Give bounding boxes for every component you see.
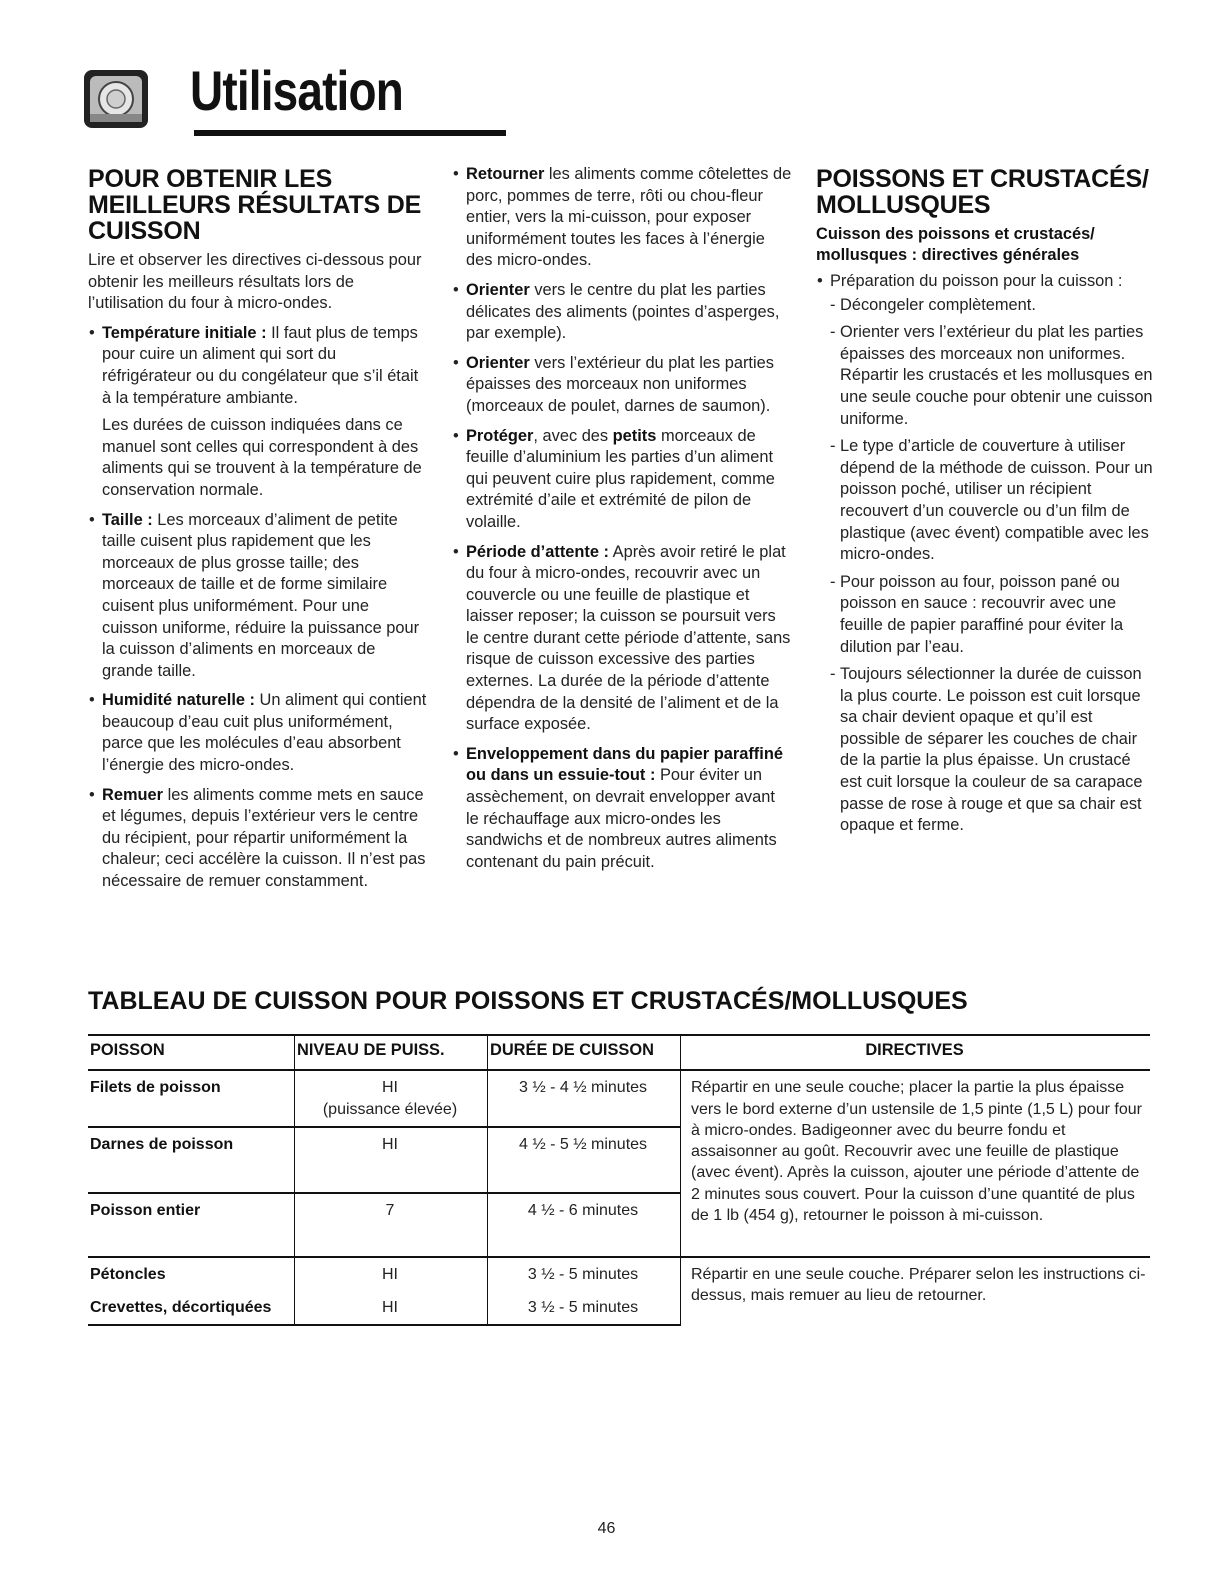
tip-text: Il faut plus de temps pour cuire un aliment qui sort du réfrigérateur ou du congélateur que s’il était à la température ambiante.: [102, 323, 419, 407]
cooking-table: [88, 1034, 1150, 1326]
row-name: Filets de poisson: [90, 1079, 221, 1097]
table-header-row: [88, 1035, 1150, 1070]
section-subtitle-fish: Cuisson des poissons et crustacés/ mollusques : directives générales: [816, 225, 1095, 264]
tip-lead: Protéger: [466, 426, 534, 445]
tip-lead: Humidité naturelle :: [102, 691, 255, 710]
row-name: Darnes de poisson: [88, 1127, 295, 1193]
list-item: [88, 690, 428, 776]
header-poisson: POISSON: [88, 1035, 295, 1070]
page-title: Utilisation: [190, 59, 403, 122]
tip-lead: Orienter: [466, 353, 530, 372]
section-title-fish: POISSONS ET CRUSTACÉS/ MOLLUSQUES: [816, 165, 1149, 219]
row-time: 3 ½ - 5 minutes: [488, 1291, 681, 1325]
tip-text: Les morceaux d’aliment de petite taille cuisent plus rapidement que les morceaux de plus grosse taille; des morceaux de taille et de forme similaire cuisent plus uniformément. Pour une cuisson uniforme, réduire la puissance pour la cuisson d’aliments en morceaux de grande taille.: [102, 510, 420, 680]
list-item: [452, 744, 792, 874]
list-item: [452, 164, 792, 272]
tip-text: les aliments comme mets en sauce et légumes, depuis l’extérieur vers le centre du récipient, pour répartir uniformément la chaleur; ceci accélère la cuisson. Il n’est pas nécessaire de remuer constamment.: [102, 785, 426, 891]
prep-step: - Le type d’article de couverture à utiliser dépend de la méthode de cuisson. Pour un poisson poché, utiliser un récipient recouvert d’un couvercle ou d’un film de plastique (avec évent) compatible avec les micro-ondes.: [816, 436, 1156, 566]
tip-lead: Température initiale :: [102, 323, 267, 342]
row-name: Pétoncles: [88, 1257, 295, 1291]
column-results: [88, 166, 428, 901]
tip-lead-b: petits: [612, 426, 657, 445]
row-time: 3 ½ - 5 minutes: [488, 1257, 681, 1291]
power-note: (puissance élevée): [322, 1100, 458, 1118]
column-fish: [816, 166, 1156, 845]
header-directives: DIRECTIVES: [681, 1035, 1151, 1070]
tips-list-2: [452, 164, 792, 873]
row-time: 4 ½ - 5 ½ minutes: [488, 1127, 681, 1193]
tip-text: vers le centre du plat les parties délicates des aliments (pointes d’asperges, par exemple).: [466, 280, 780, 343]
tip-text: Après avoir retiré le plat du four à micro-ondes, recouvrir avec un couvercle ou une feuille de plastique et laisser reposer; la cuisson se poursuit vers le centre durant cette période d’attente, sans risque de cuisson excessive des parties externes. La durée de la période d’attente dépendra de la densité de l’aliment et de la surface exposée.: [466, 542, 791, 734]
table-title: TABLEAU DE CUISSON POUR POISSONS ET CRUSTACÉS/MOLLUSQUES: [88, 987, 968, 1015]
row-name: Crevettes, décortiquées: [88, 1291, 295, 1325]
table-row: [88, 1070, 1150, 1127]
tip-text: Un aliment qui contient beaucoup d’eau cuit plus uniformément, parce que les molécules d’eau absorbent l’énergie des micro-ondes.: [102, 691, 427, 775]
list-item: [88, 323, 428, 502]
tip-lead: Retourner: [466, 165, 545, 183]
microwave-icon: [82, 64, 152, 134]
list-item: [452, 280, 792, 345]
list-item: [816, 271, 1156, 837]
power-value: HI: [382, 1079, 398, 1097]
prep-step: - Pour poisson au four, poisson pané ou poisson en sauce : recouvrir avec une feuille de papier paraffiné pour éviter la dilution par l’eau.: [816, 572, 1156, 658]
tips-list: [88, 323, 428, 893]
row-directives: Répartir en une seule couche. Préparer selon les instructions ci-dessus, mais remuer au lieu de retourner.: [681, 1257, 1151, 1326]
row-power: HI: [295, 1257, 488, 1291]
prep-step: - Décongeler complètement.: [816, 295, 1156, 317]
row-time: 4 ½ - 6 minutes: [488, 1193, 681, 1257]
header-duree: DURÉE DE CUISSON: [488, 1035, 681, 1070]
header-niveau: NIVEAU DE PUISS.: [295, 1035, 488, 1070]
row-name: Poisson entier: [88, 1193, 295, 1257]
list-item: [452, 353, 792, 418]
page-header: [82, 58, 442, 138]
row-power: HI: [295, 1127, 488, 1193]
tip-lead: Enveloppement dans du papier paraffiné ou dans un essuie-tout :: [466, 744, 783, 785]
list-item: [88, 785, 428, 893]
prep-step: - Orienter vers l’extérieur du plat les parties épaisses des morceaux non uniformes. Répartir les crustacés et les mollusques en une seule couche pour obtenir une cuisson uniforme.: [816, 322, 1156, 430]
list-item: [88, 510, 428, 683]
row-power: [295, 1070, 488, 1127]
column-tips: [452, 164, 792, 881]
prep-list: [816, 271, 1156, 837]
prep-steps: [816, 295, 1156, 837]
tip-text: vers l’extérieur du plat les parties épaisses des morceaux non uniformes (morceaux de poulet, darnes de saumon).: [466, 353, 774, 415]
tip-text: , avec des: [533, 426, 613, 445]
tip-lead: Taille :: [102, 510, 153, 529]
list-item: [452, 426, 792, 534]
intro-text: Lire et observer les directives ci-dessous pour obtenir les meilleurs résultats lors de l’utilisation du four à micro-ondes.: [88, 251, 422, 313]
row-directives: Répartir en une seule couche; placer la partie la plus épaisse vers le bord externe d’un ustensile de 1,5 pinte (1,5 L) pour four à micro-ondes. Badigeonner avec du beurre fondu et assaisonner au goût. Recouvrir avec une feuille de plastique (avec évent). Après la cuisson, ajouter une période d’attente de 2 minutes sous couvert. Pour la cuisson d’une quantité de plus de 1 lb (454 g), retourner le poisson à mi-cuisson.: [681, 1070, 1151, 1257]
title-underline: [194, 130, 506, 136]
row-power: HI: [295, 1291, 488, 1325]
row-time: 3 ½ - 4 ½ minutes: [488, 1070, 681, 1127]
prep-text: Préparation du poisson pour la cuisson :: [830, 272, 1123, 290]
tip-text: Pour éviter un assèchement, on devrait envelopper avant le réchauffage aux micro-ondes les sandwichs et de nombreux autres aliments contenant du pain précuit.: [466, 766, 777, 871]
tip-lead: Orienter: [466, 280, 530, 299]
table-row: [88, 1257, 1150, 1291]
tip-lead: Période d’attente :: [466, 542, 609, 561]
tip-text: les aliments comme côtelettes de porc, pommes de terre, rôti ou chou-fleur entier, vers la mi-cuisson, pour exposer uniformément toutes les faces à l’énergie des micro-ondes.: [466, 165, 792, 270]
list-item: [452, 542, 792, 736]
section-title-results: POUR OBTENIR LES MEILLEURS RÉSULTATS DE CUISSON: [88, 165, 422, 245]
page-number: 46: [597, 1520, 616, 1537]
tip-extra-text: Les durées de cuisson indiquées dans ce manuel sont celles qui correspondent à des aliments qui se trouvent à la température de conservation normale.: [102, 416, 422, 499]
prep-step: - Toujours sélectionner la durée de cuisson la plus courte. Le poisson est cuit lorsque sa chair devient opaque et qu’il est possible de séparer les couches de chair de la partie la plus épaisse. Un crustacé est cuit lorsque la couleur de sa carapace passe de rose à rouge et que sa chair est opaque et ferme.: [816, 664, 1156, 837]
tip-text: morceaux de feuille d’aluminium les parties d’un aliment qui peuvent cuire plus rapidement, comme extrémité d’aile et extrémité de pilon de volaille.: [466, 426, 775, 531]
tip-lead: Remuer: [102, 785, 164, 804]
row-power: 7: [295, 1193, 488, 1257]
